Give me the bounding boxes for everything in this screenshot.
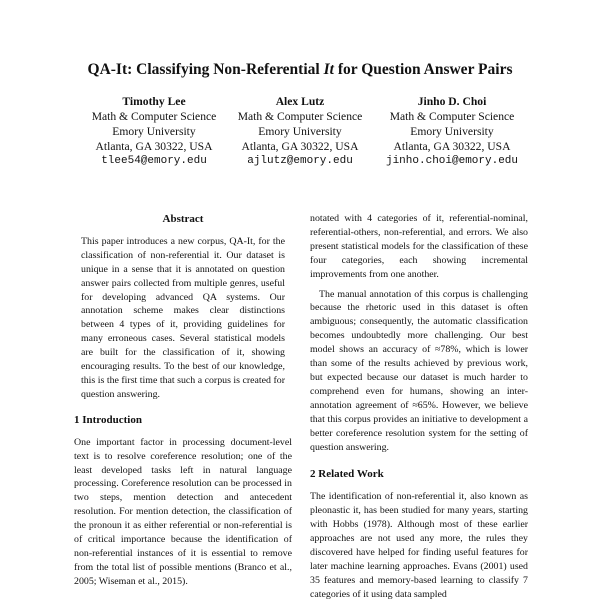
paper-title: QA-It: Classifying Non-Referential It for Question Answer Pairs — [87, 61, 513, 78]
abstract-text: This paper introduces a new corpus, QA-It, for the classification of non-referential it. Our dataset is unique in a sense that it is annotated on question answer pairs collected from multiple genres, useful for developing advanced QA systems. Our annotation scheme makes clear distinctions between 4 types of it, providing guidelines for many erroneous cases. Several statistical models are built for the classification of it, showing encouraging results. To the best of our knowledge, this is the first time that such a corpus is created for question answering. — [81, 235, 285, 400]
related-work-text: The identification of non-referential it, also known as pleonastic it, has been studied for many years, starting with Hobbs (1978). Although most of these earlier approaches are not used any more, the rules they discovered have helped for finding useful features for later machine learning approaches. Evans (2001) used 35 features and memory-based learning to classify 7 categories of it using data sampled — [310, 491, 528, 600]
author-block — [220, 94, 380, 169]
author-univ: Emory University — [112, 125, 196, 138]
right-column — [310, 212, 528, 602]
author-dept: Math & Computer Science — [91, 110, 217, 123]
author-name: Alex Lutz — [275, 95, 325, 108]
introduction-text: One important factor in processing document-level text is to resolve coreference resolution; one of the least developed tasks left in natural language processing. Coreference resolution can be processed in two steps, mention detection and antecedent resolution. For mention detection, the classification of the pronoun it as either referential or non-referential is of critical importance because the identification of non-referential instances of it is essential to remove from the total list of possible mentions (Branco et al., 2005; Wiseman et al., 2015). — [74, 436, 292, 587]
author-name: Timothy Lee — [122, 95, 186, 108]
abstract-heading: Abstract — [162, 213, 204, 225]
author-dept: Math & Computer Science — [389, 110, 515, 123]
author-univ: Emory University — [410, 125, 494, 138]
author-address: Atlanta, GA 30322, USA — [241, 140, 359, 153]
author-address: Atlanta, GA 30322, USA — [95, 140, 213, 153]
paragraph: The manual annotation of this corpus is challenging because the rhetoric used in this dataset is often ambiguous; consequently, the automatic classification becomes undoubtedly more challenging. Our best model shows an accuracy of ≈78%, which is lower than some of the results achieved by previous work, but expected because our dataset is much harder to comprehend even for humans, showing an inter-annotation agreement of ≈65%. However, we believe that this corpus provides an initiative to development a better coreference resolution system for the setting of question answering. — [310, 288, 528, 453]
author-univ: Emory University — [258, 125, 342, 138]
paragraph: notated with 4 categories of it, referential-nominal, referential-others, non-referential, and errors. We also present statistical models for the classification of these four categories, each showing incremental improvements from one another. — [310, 213, 528, 280]
author-block — [74, 94, 234, 169]
section-heading-related-work: 2 Related Work — [310, 468, 384, 481]
author-email: jinho.choi@emory.edu — [385, 155, 519, 167]
author-block — [372, 94, 532, 169]
author-address: Atlanta, GA 30322, USA — [393, 140, 511, 153]
author-email: ajlutz@emory.edu — [247, 155, 353, 167]
author-dept: Math & Computer Science — [237, 110, 363, 123]
author-name: Jinho D. Choi — [417, 95, 487, 108]
author-email: tlee54@emory.edu — [101, 155, 207, 167]
left-column — [74, 213, 292, 589]
section-heading-introduction: 1 Introduction — [74, 413, 142, 426]
